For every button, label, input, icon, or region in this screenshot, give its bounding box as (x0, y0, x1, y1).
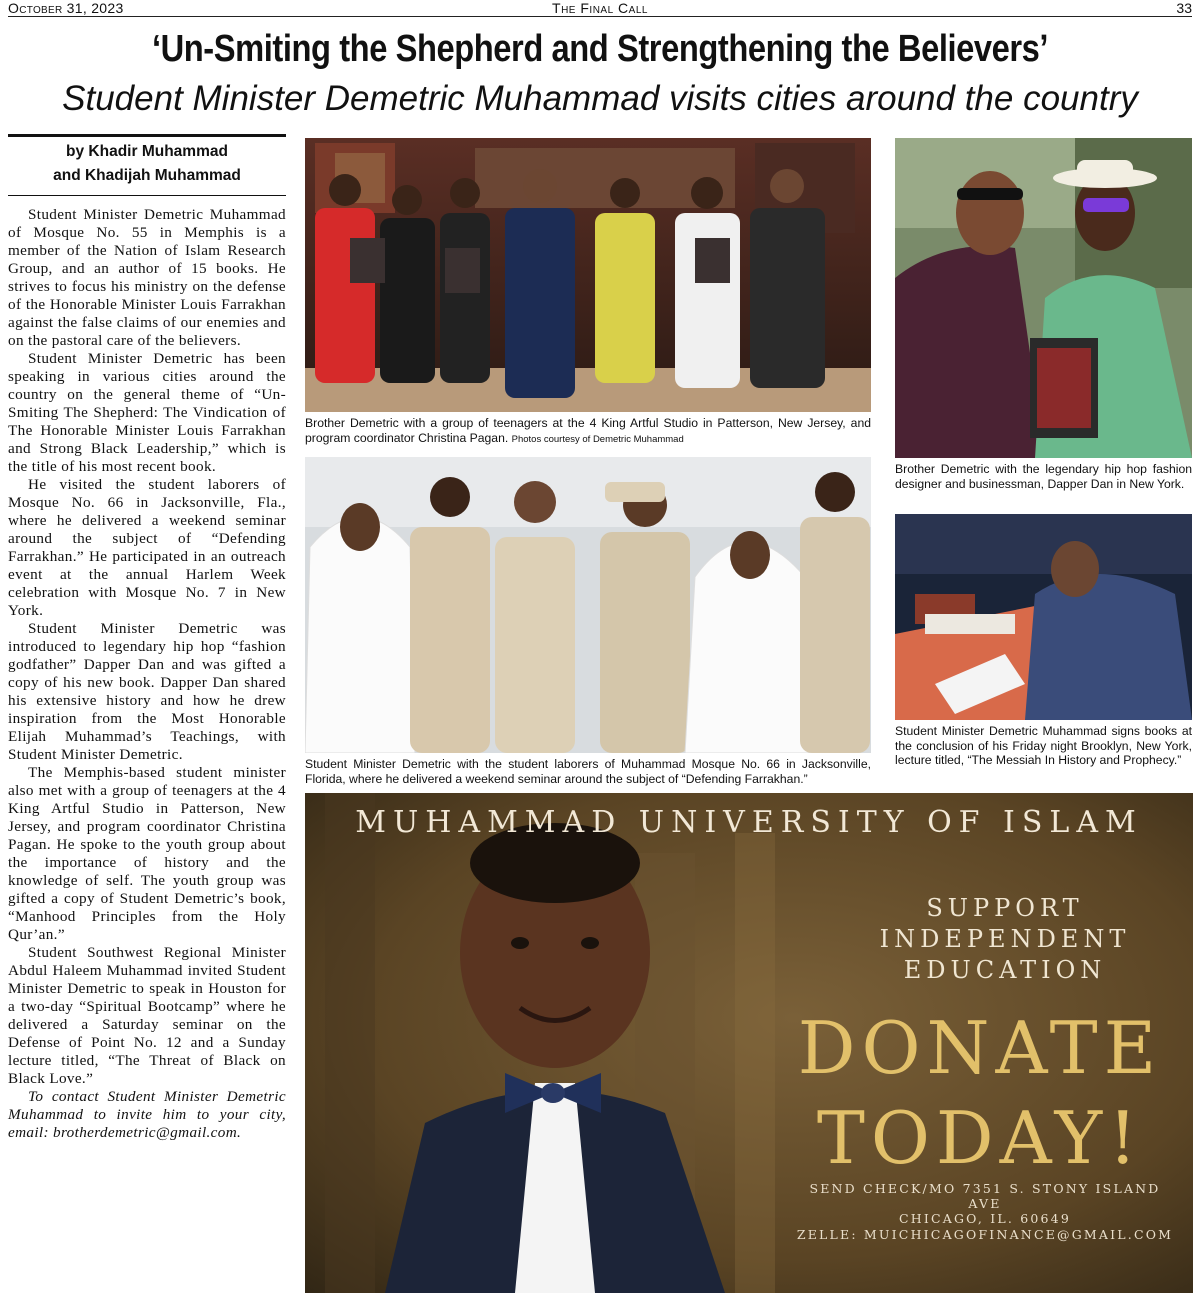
article-paragraph: Student Minister Demetric has been speaking in various cities around the country on the general theme of “Un-Smiting The Shepherd: The Vindication of The Honorable Minister Louis Farrakhan and Strong Black Leadership,” which is the title of his most recent book. (8, 350, 286, 475)
photo-teens-group (305, 138, 871, 412)
donation-ad (305, 793, 1193, 1293)
contact-note: To contact Student Minister Demetric Muhammad to invite him to your city, email: brotherdemetric@gmail.com. (8, 1088, 286, 1141)
article-paragraph: Student Minister Demetric was introduced to legendary hip hop “fashion godfather” Dapper Dan and was gifted a copy of his new book. Dapper Dan shared his extensive history and how he drew inspiration from the Most Honorable Elijah Muhammad’s Teachings, with Student Minister Demetric. (8, 620, 286, 763)
headline: ‘Un-Smiting the Shepherd and Strengthening the Believers’ (151, 28, 1049, 70)
masthead (8, 0, 1192, 17)
ad-title: MUHAMMAD UNIVERSITY OF ISLAM (355, 805, 1143, 840)
byline (8, 140, 286, 188)
photo-book-signing (895, 514, 1192, 720)
ad-support-text: SUPPORT INDEPENDENT EDUCATION (879, 894, 1131, 984)
ad-zelle-email: ZELLE: MUICHICAGOFINANCE@GMAIL.COM (796, 1227, 1174, 1242)
caption-dapper-dan: Brother Demetric with the legendary hip hop fashion designer and businessman, Dapper Dan in New York. (895, 462, 1192, 491)
photo-student-laborers (305, 457, 871, 753)
caption-book-signing: Student Minister Demetric Muhammad signs books at the conclusion of his Friday night Brooklyn, New York, lecture titled, “The Messiah In History and Prophecy.” (895, 724, 1192, 767)
subheadline: Student Minister Demetric Muhammad visits cities around the country (62, 79, 1138, 118)
paper-name: The Final Call (552, 0, 648, 16)
byline-rule (8, 134, 286, 137)
caption-teens: Brother Demetric with a group of teenagers at the 4 King Artful Studio in Patterson, New Jersey, and program coordinator Christina Pagan. Photos courtesy of Demetric Muhammad (305, 416, 871, 445)
article-paragraph: The Memphis-based student minister also met with a group of teenagers at the 4 King Artful Studio in Patterson, New Jersey, and program coordinator Christina Pagan. He spoke to the youth group about the importance of history and the knowledge of self. The youth group was gifted a copy of Student Demetric’s book, “Manhood Principles from the Holy Qur’an.” (8, 764, 286, 943)
ad-mailing-address: SEND CHECK/MO 7351 S. STONY ISLAND AVE CHICAGO, IL. 60649 (809, 1181, 1161, 1226)
article-body (8, 206, 286, 1142)
issue-date: October 31, 2023 (8, 0, 124, 16)
photo-dapper-dan (895, 138, 1192, 458)
article-paragraph: Student Minister Demetric Muhammad of Mosque No. 55 in Memphis is a member of the Nation of Islam Research Group, and an author of 15 books. He strives to focus his ministry on the defense of the Honorable Minister Louis Farrakhan against the false claims of our enemies and on the pastoral care of the believers. (8, 206, 286, 349)
photo-credit: Photos courtesy of Demetric Muhammad (511, 433, 684, 445)
article-paragraph: He visited the student laborers of Mosque No. 66 in Jacksonville, Fla., where he delivered a weekend seminar around the subject of “Defending Farrakhan.” He participated in an outreach event at the annual Harlem Week celebration with Mosque No. 7 in New York. (8, 476, 286, 619)
byline-rule (8, 195, 286, 196)
ad-donate-call: DONATE TODAY! (797, 1006, 1163, 1180)
byline-author-2: and Khadijah Muhammad (53, 167, 241, 184)
byline-author-1: by Khadir Muhammad (66, 143, 228, 160)
article-paragraph: Student Southwest Regional Minister Abdul Haleem Muhammad invited Student Minister Demetric to speak in Houston for a two-day “Spiritual Bootcamp” where he delivered a Saturday seminar on the Defense of Point No. 12 and a Sunday lecture titled, “The Threat of Black on Black Love.” (8, 944, 286, 1087)
page-number: 33 (1176, 0, 1192, 16)
caption-student-laborers: Student Minister Demetric with the student laborers of Muhammad Mosque No. 66 in Jacksonville, Florida, where he delivered a weekend seminar around the subject of “Defending Farrakhan.” (305, 757, 871, 786)
